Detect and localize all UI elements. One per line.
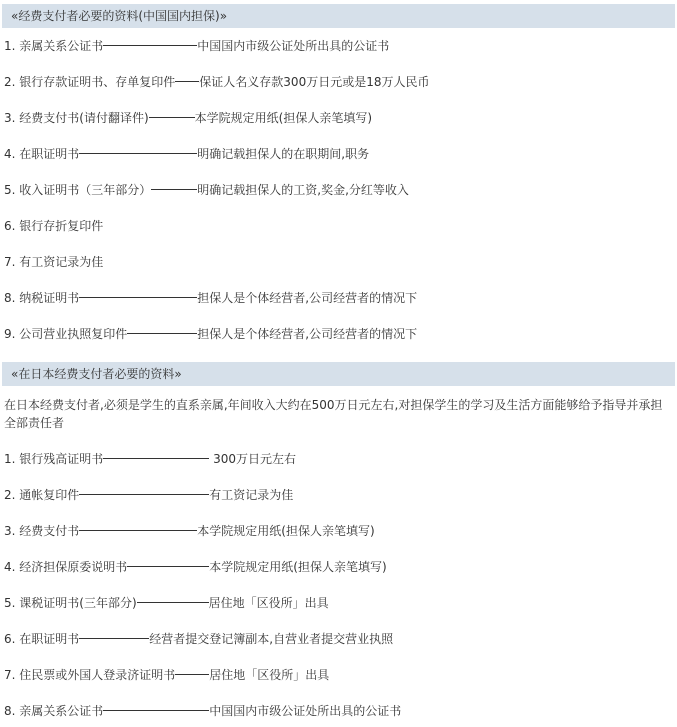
section-intro: 在日本经费支付者,必须是学生的直系亲属,年间收入大约在500万日元左右,对担保学生的学习及生活方面能够给予指导并承担全部责任者: [4, 398, 663, 430]
dash-separator: [79, 638, 149, 639]
item-description: 本学院规定用纸(担保人亲笔填写): [209, 560, 387, 574]
item-description: 本学院规定用纸(担保人亲笔填写): [194, 111, 373, 125]
item-name: 亲属关系公证书: [19, 39, 104, 53]
dash-separator: [127, 566, 209, 567]
item-number: 6.: [4, 632, 16, 646]
dash-separator: [79, 297, 197, 298]
item-name: 公司营业执照复印件: [19, 327, 128, 341]
item-number: 2.: [4, 488, 16, 502]
dash-separator: [137, 602, 209, 603]
list-item: [4, 289, 417, 307]
item-number: 7.: [4, 668, 16, 682]
item-number: 8.: [4, 704, 16, 718]
list-item: [4, 450, 296, 468]
item-description: 有工资记录为佳: [209, 488, 294, 502]
list-item: [4, 109, 372, 127]
item-number: 3.: [4, 524, 16, 538]
item-name: 银行存折复印件: [19, 219, 104, 233]
item-name: 经济担保原委说明书: [19, 560, 128, 574]
item-name: 住民票或外国人登录济证明书: [19, 668, 176, 682]
list-item: [4, 558, 387, 576]
item-description: 居住地「区役所」出具: [209, 668, 330, 682]
item-description: 本学院规定用纸(担保人亲笔填写): [197, 524, 375, 538]
dash-separator: [103, 45, 197, 46]
item-description: 中国国内市级公证处所出具的公证书: [209, 704, 402, 718]
list-item: [4, 217, 103, 235]
item-number: 5.: [4, 596, 16, 610]
item-name: 经费支付书: [19, 524, 80, 538]
list-item: [4, 253, 103, 271]
item-description: 300万日元左右: [209, 452, 297, 466]
dash-separator: [127, 333, 197, 334]
dash-separator: [151, 189, 197, 190]
item-description: 居住地「区役所」出具: [208, 596, 329, 610]
item-number: 9.: [4, 327, 16, 341]
dash-separator: [175, 674, 209, 675]
item-number: 1.: [4, 39, 16, 53]
item-name: 银行残高证明书: [19, 452, 104, 466]
section-header-japan-guarantee: «在日本经费支付者必要的资料»: [2, 362, 675, 386]
dash-separator: [79, 494, 209, 495]
item-number: 2.: [4, 75, 16, 89]
item-number: 6.: [4, 219, 16, 233]
item-name: 在职证明书: [19, 147, 80, 161]
item-name: 收入证明书（三年部分）: [19, 183, 152, 197]
dash-separator: [149, 117, 195, 118]
item-name: 纳税证明书: [19, 291, 80, 305]
dash-separator: [79, 153, 197, 154]
item-name: 亲属关系公证书: [19, 704, 104, 718]
item-number: 1.: [4, 452, 16, 466]
dash-separator: [175, 81, 199, 82]
dash-separator: [103, 458, 209, 459]
list-item: [4, 486, 293, 504]
item-number: 4.: [4, 560, 16, 574]
list-item: [4, 702, 401, 720]
item-name: 课税证明书(三年部分): [19, 596, 137, 610]
item-name: 有工资记录为佳: [19, 255, 104, 269]
dash-separator: [103, 710, 209, 711]
item-description: 保证人名义存款300万日元或是18万人民币: [199, 75, 430, 89]
list-item: [4, 181, 409, 199]
item-name: 银行存款证明书、存单复印件: [19, 75, 176, 89]
dash-separator: [79, 530, 197, 531]
item-number: 8.: [4, 291, 16, 305]
item-name: 通帐复印件: [19, 488, 80, 502]
item-description: 明确记载担保人的工资,奖金,分红等收入: [197, 183, 409, 197]
item-description: 中国国内市级公证处所出具的公证书: [197, 39, 390, 53]
list-item: [4, 145, 369, 163]
item-description: 担保人是个体经营者,公司经营者的情况下: [197, 327, 418, 341]
item-name: 经费支付书(请付翻译件): [19, 111, 149, 125]
list-item: [4, 522, 375, 540]
list-item: [4, 594, 329, 612]
list-item: [4, 630, 393, 648]
item-number: 4.: [4, 147, 16, 161]
item-name: 在职证明书: [19, 632, 80, 646]
list-item: [4, 325, 417, 343]
item-number: 3.: [4, 111, 16, 125]
list-item: [4, 666, 329, 684]
item-description: 经营者提交登记簿副本,自营业者提交营业执照: [149, 632, 394, 646]
list-item: [4, 37, 389, 55]
section-header-china-guarantee: «经费支付者必要的资料(中国国内担保)»: [2, 4, 675, 28]
item-description: 明确记载担保人的在职期间,职务: [197, 147, 370, 161]
list-item: [4, 73, 429, 91]
item-number: 5.: [4, 183, 16, 197]
item-number: 7.: [4, 255, 16, 269]
item-description: 担保人是个体经营者,公司经营者的情况下: [197, 291, 418, 305]
